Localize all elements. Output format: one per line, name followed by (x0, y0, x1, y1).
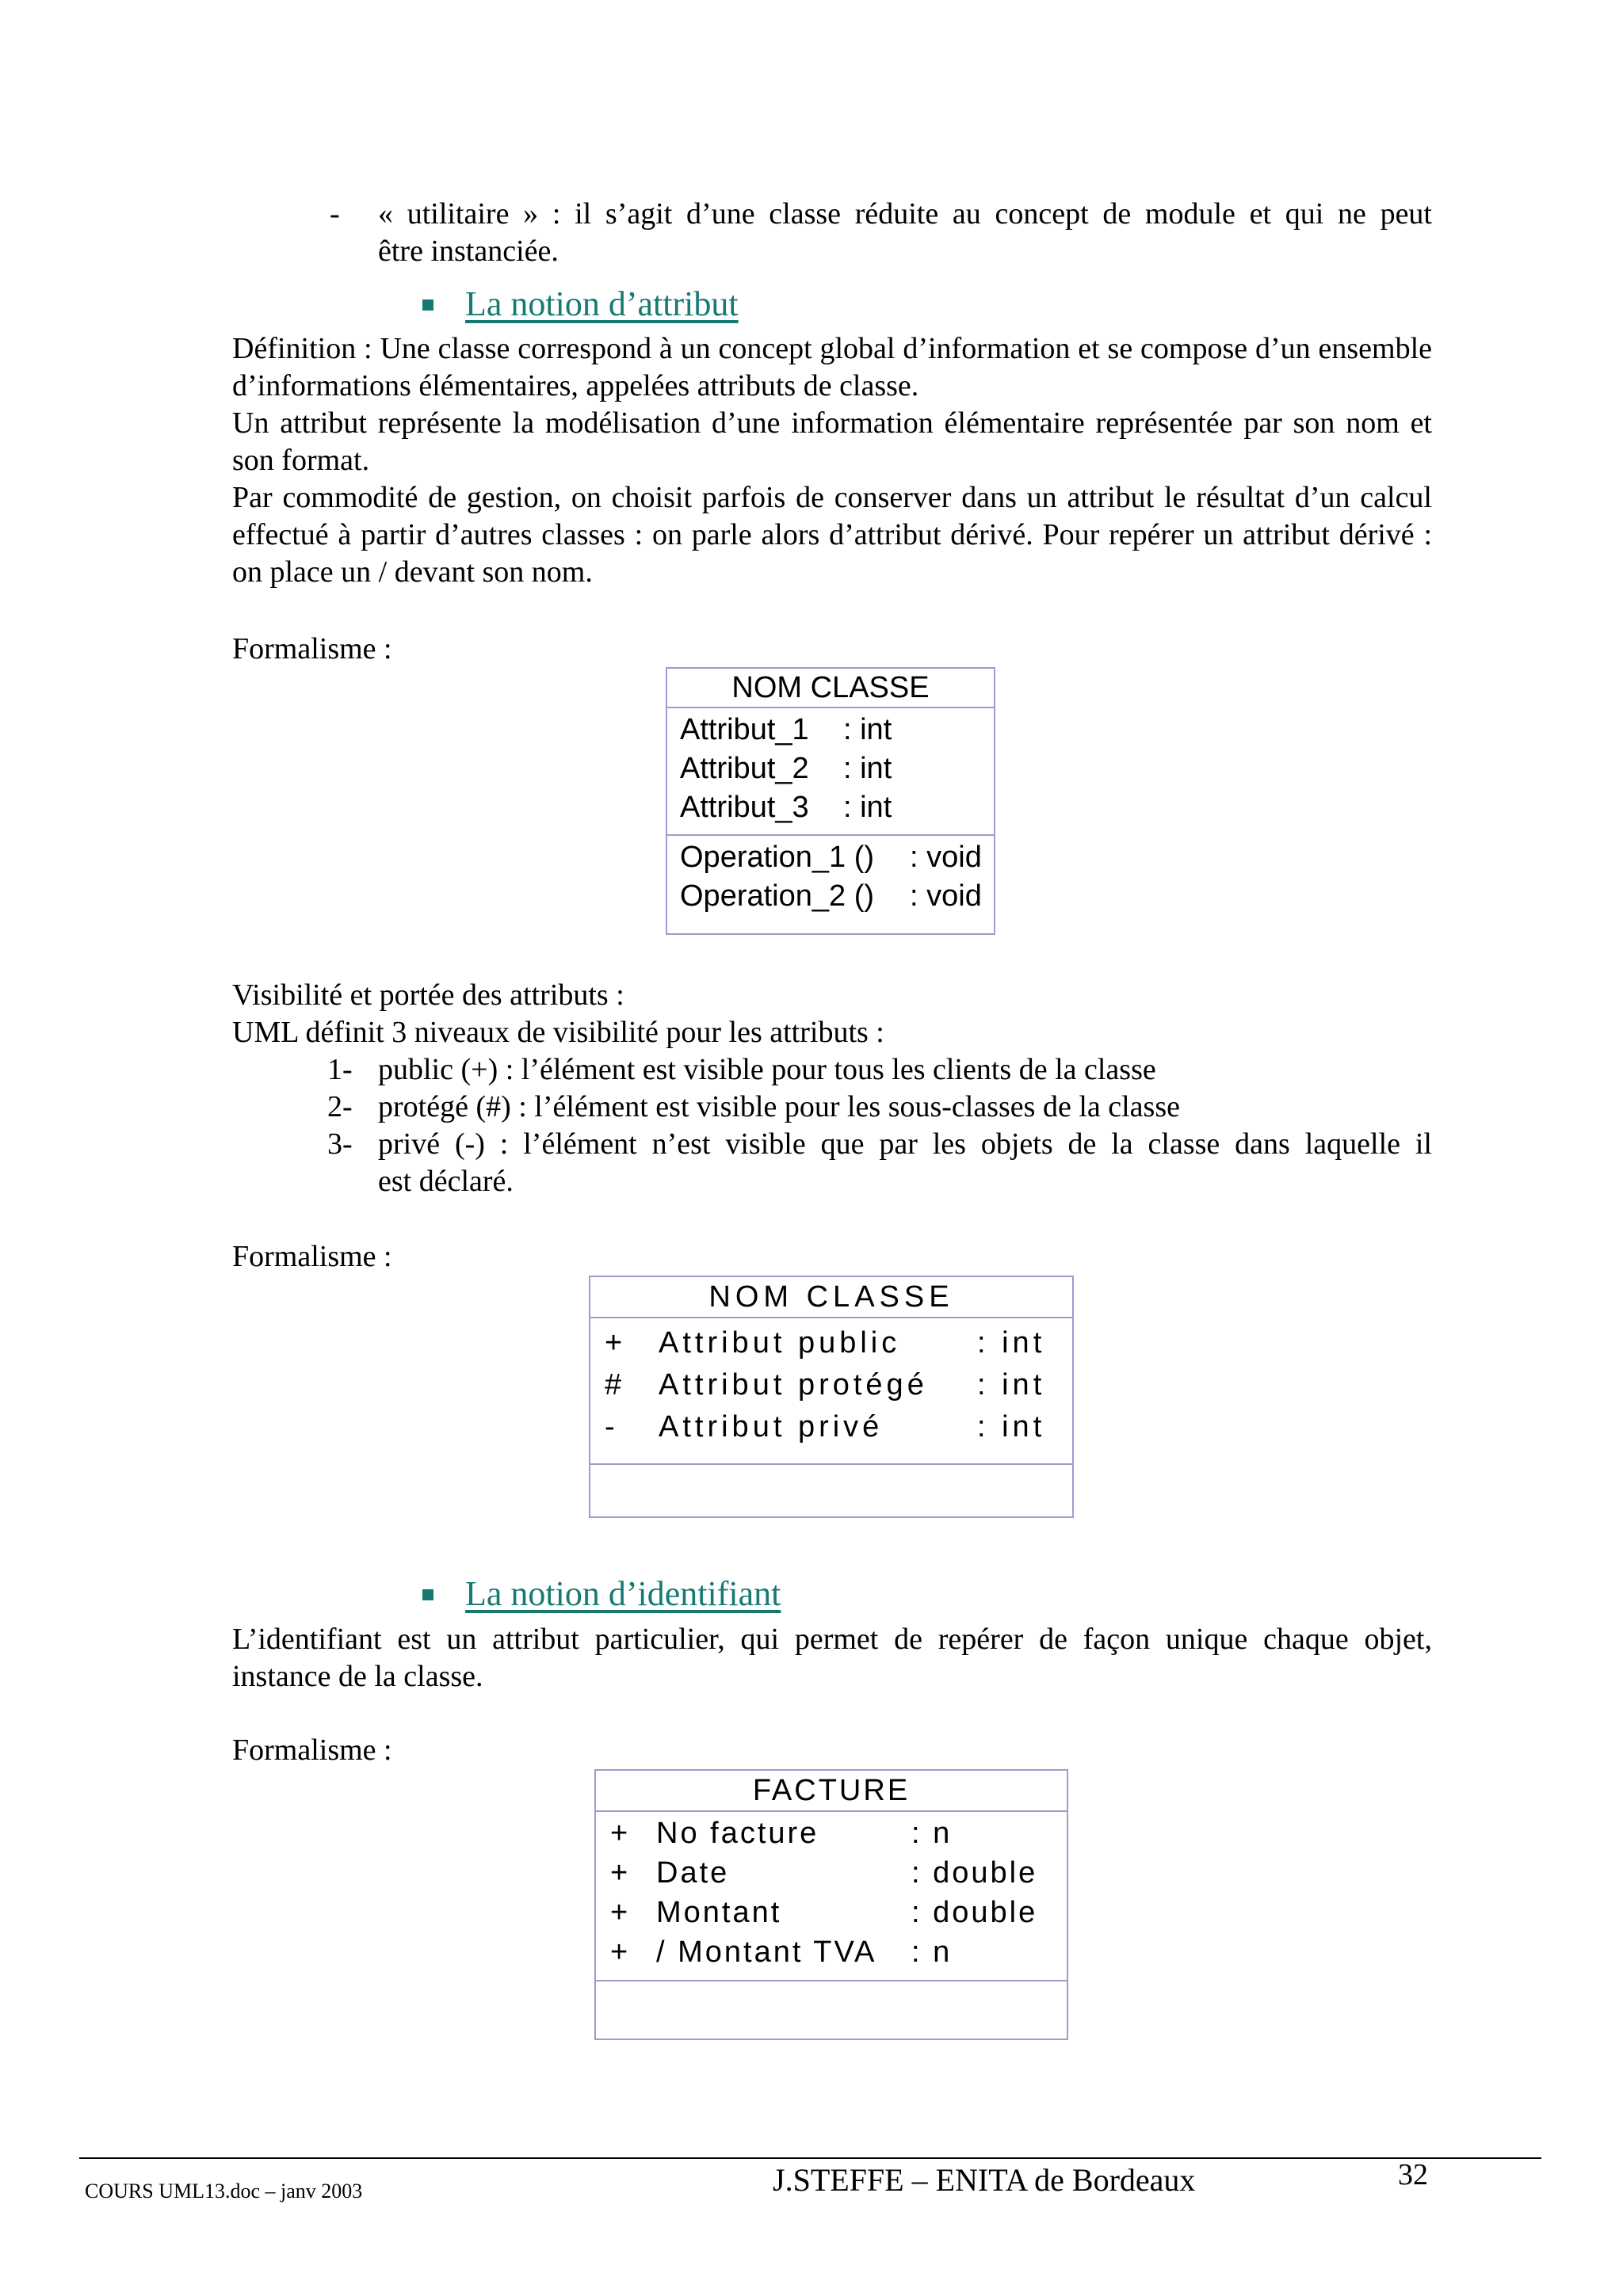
attribute-row: + Attribut public : int (605, 1326, 1046, 1360)
visibility-item-2: protégé (#) : l’élément est visible pour les sous-classes de la classe (378, 1090, 1180, 1123)
paragraph-identifiant: L’identifiant est un attribut particulier, qui permet de repérer de façon unique chaque objet, instance de la classe. (232, 1623, 1432, 1693)
attribute-row: Attribut_2 : int (680, 752, 892, 785)
intro-dash: - (330, 197, 340, 231)
uml-class-diagram-2 (589, 1276, 1074, 1518)
attribute-row: - Attribut privé : int (605, 1410, 1046, 1444)
visibility-item-num-2: 2- (327, 1090, 353, 1123)
attributes-section (596, 1812, 1067, 1981)
footer-divider (79, 2157, 1541, 2159)
attributes-section (667, 708, 994, 836)
formalisme-label-3: Formalisme : (232, 1733, 392, 1767)
visibility-intro: UML définit 3 niveaux de visibilité pour les attributs : (232, 1016, 884, 1049)
heading-text: La notion d’attribut (465, 284, 739, 323)
class-title: NOM CLASSE (667, 669, 994, 708)
footer-center: J.STEFFE – ENITA de Bordeaux (773, 2162, 1196, 2198)
class-title: NOM CLASSE (590, 1277, 1072, 1318)
operation-row: Operation_2 () : void (680, 879, 982, 913)
visibility-item-num-1: 1- (327, 1053, 353, 1086)
formalisme-label-1: Formalisme : (232, 632, 392, 666)
visibility-item-3-line1: privé (-) : l’élément n’est visible que par les objets de la classe dans laquelle il (378, 1127, 1432, 1161)
visibility-item-1: public (+) : l’élément est visible pour tous les clients de la classe (378, 1053, 1156, 1086)
heading-text: La notion d’identifiant (465, 1574, 781, 1613)
attribute-row: Attribut_1 : int (680, 713, 892, 746)
attribute-row: # Attribut protégé : int (605, 1368, 1046, 1402)
visibility-item-3-line2: est déclaré. (378, 1165, 514, 1198)
uml-class-diagram-1 (666, 667, 995, 935)
paragraph-definition: Définition : Une classe correspond à un concept global d’information et se compose d’un ensemble d’informations élémentaires, appelées attributs de classe. (232, 332, 1432, 402)
attribute-row: + / Montant TVA : n (610, 1936, 953, 1969)
paragraph-attribut: Un attribut représente la modélisation d’une information élémentaire représentée par son nom et son format. (232, 406, 1432, 477)
attribute-row: Attribut_3 : int (680, 791, 892, 824)
intro-text-line1: « utilitaire » : il s’agit d’une classe réduite au concept de module et qui ne peut (378, 197, 1432, 231)
operations-section-empty (590, 1465, 1072, 1527)
class-title: FACTURE (596, 1771, 1067, 1812)
square-bullet-icon (422, 299, 433, 311)
operations-section (667, 836, 994, 923)
attribute-row: + Date : double (610, 1856, 1038, 1890)
page-number: 32 (1398, 2158, 1428, 2191)
intro-text-line2: être instanciée. (378, 235, 559, 268)
visibility-title: Visibilité et portée des attributs : (232, 978, 624, 1012)
square-bullet-icon (422, 1589, 433, 1600)
operation-row: Operation_1 () : void (680, 841, 982, 874)
footer-left: COURS UML13.doc – janv 2003 (85, 2180, 363, 2203)
attribute-row: + Montant : double (610, 1896, 1038, 1929)
section-attribut-heading (422, 285, 739, 325)
section-identifiant-heading (422, 1575, 781, 1615)
paragraph-derive: Par commodité de gestion, on choisit parfois de conserver dans un attribut le résultat d’un calcul effectué à partir d’autres classes : on parle alors d’attribut dérivé. Pour repérer un attribut dérivé : on place un / devant son nom. (232, 481, 1432, 589)
uml-class-diagram-3 (594, 1769, 1068, 2040)
visibility-item-num-3: 3- (327, 1127, 353, 1161)
formalisme-label-2: Formalisme : (232, 1240, 392, 1273)
attribute-row: + No facture : n (610, 1817, 953, 1850)
attributes-section (590, 1318, 1072, 1465)
operations-section-empty (596, 1981, 1067, 2040)
